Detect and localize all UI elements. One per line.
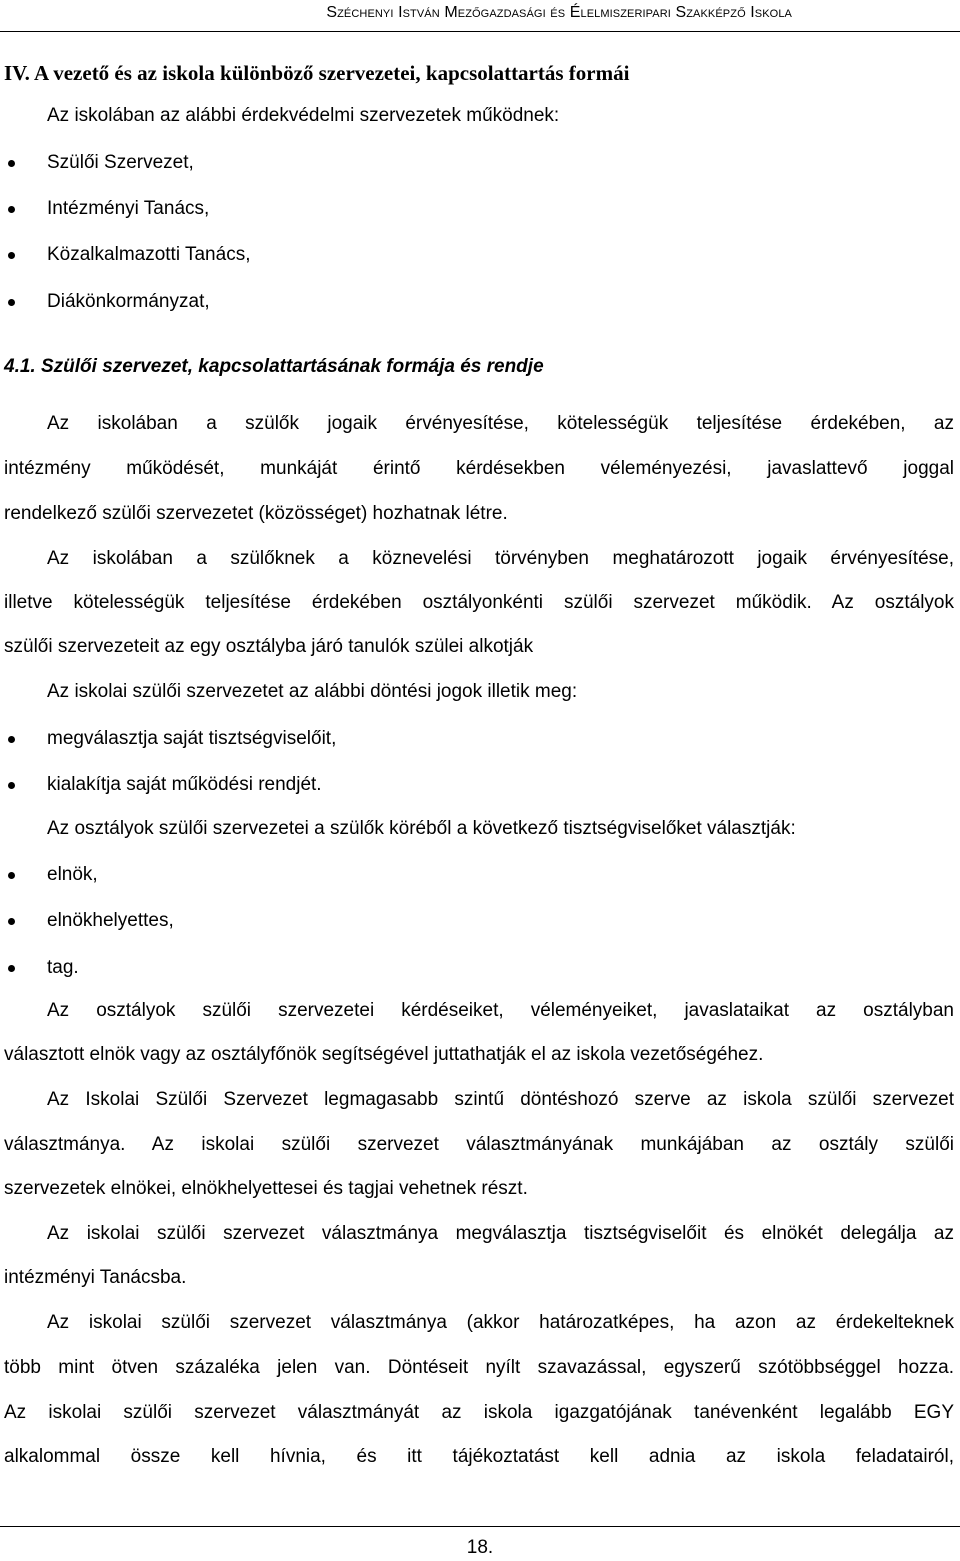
list-item: kialakítja saját működési rendjét. [47, 774, 322, 795]
section-heading: IV. A vezető és az iskola különböző szervezetei, kapcsolattartás formái [4, 61, 630, 85]
paragraph-line: Az iskolai szülői szervezet választmányát az iskola igazgatójának tanévenként legalább EGY [4, 1402, 954, 1423]
paragraph-line: Az iskolában a szülők jogaik érvényesítése, kötelességük teljesítése érdekében, az [47, 413, 954, 434]
list-item: Szülői Szervezet, [47, 152, 194, 173]
bullet-icon [8, 299, 15, 306]
subsection-heading: 4.1. Szülői szervezet, kapcsolattartásának formája és rendje [4, 356, 544, 377]
bullet-icon [8, 965, 15, 972]
header-divider [0, 31, 960, 32]
paragraph-line: több mint ötven százaléka jelen van. Döntéseit nyílt szavazással, egyszerű szótöbbséggel hozza. [4, 1357, 954, 1378]
paragraph-line: szülői szervezeteit az egy osztályba járó tanulók szülei alkotják [4, 636, 534, 657]
paragraph-line: alkalommal össze kell hívnia, és itt tájékoztatást kell adnia az iskola feladatairól, [4, 1446, 954, 1467]
paragraph-line: választott elnök vagy az osztályfőnök segítségével juttathatják el az iskola vezetőségéhez. [4, 1044, 764, 1065]
bullet-icon [8, 206, 15, 213]
list-item: Intézményi Tanács, [47, 198, 210, 219]
rights-intro: Az iskolai szülői szervezetet az alábbi döntési jogok illetik meg: [47, 681, 578, 702]
paragraph-line: intézményi Tanácsba. [4, 1267, 187, 1288]
list-item: Közalkalmazotti Tanács, [47, 244, 251, 265]
bullet-icon [8, 160, 15, 167]
paragraph-line: Az osztályok szülői szervezetei kérdéseiket, véleményeiket, javaslataikat az osztályban [47, 1000, 954, 1021]
paragraph-line: illetve kötelességük teljesítése érdekében osztályonkénti szülői szervezet működik. Az osztályok [4, 592, 954, 613]
bullet-icon [8, 736, 15, 743]
paragraph-line: rendelkező szülői szervezetet (közösséget) hozhatnak létre. [4, 503, 508, 524]
list-item: tag. [47, 957, 79, 978]
page-number: 18. [466, 1537, 494, 1558]
bullet-icon [8, 872, 15, 879]
organizations-intro: Az iskolában az alábbi érdekvédelmi szervezetek működnek: [47, 105, 560, 126]
paragraph-line: Az iskolai szülői szervezet választmánya (akkor határozatképes, ha azon az érdekelteknek [47, 1312, 954, 1333]
paragraph-line: Az iskolai szülői szervezet választmánya megválasztja tisztségviselőit és elnökét delegálja az [47, 1223, 954, 1244]
school-name: Széchenyi István Mezőgazdasági és Élelmiszeripari Szakképző Iskola [326, 4, 792, 21]
paragraph-line: Az Iskolai Szülői Szervezet legmagasabb szintű döntéshozó szerve az iskola szülői szervezet [47, 1089, 954, 1110]
paragraph-line: intézmény működését, munkáját érintő kérdésekben véleményezési, javaslattevő joggal [4, 458, 954, 479]
paragraph-line: szervezetek elnökei, elnökhelyettesei és tagjai vehetnek részt. [4, 1178, 528, 1199]
bullet-icon [8, 918, 15, 925]
paragraph-line: Az iskolában a szülőknek a köznevelési törvényben meghatározott jogaik érvényesítése, [47, 548, 954, 569]
list-item: elnök, [47, 864, 98, 885]
list-item: Diákönkormányzat, [47, 291, 210, 312]
page-header [0, 0, 960, 34]
bullet-icon [8, 782, 15, 789]
list-item: megválasztja saját tisztségviselőit, [47, 728, 337, 749]
footer-divider [0, 1526, 960, 1527]
list-item: elnökhelyettes, [47, 910, 174, 931]
bullet-icon [8, 252, 15, 259]
paragraph-line: választmánya. Az iskolai szülői szervezet választmányának munkájában az osztály szülői [4, 1134, 954, 1155]
officers-intro: Az osztályok szülői szervezetei a szülők köréből a következő tisztségviselőket választják: [47, 818, 796, 839]
